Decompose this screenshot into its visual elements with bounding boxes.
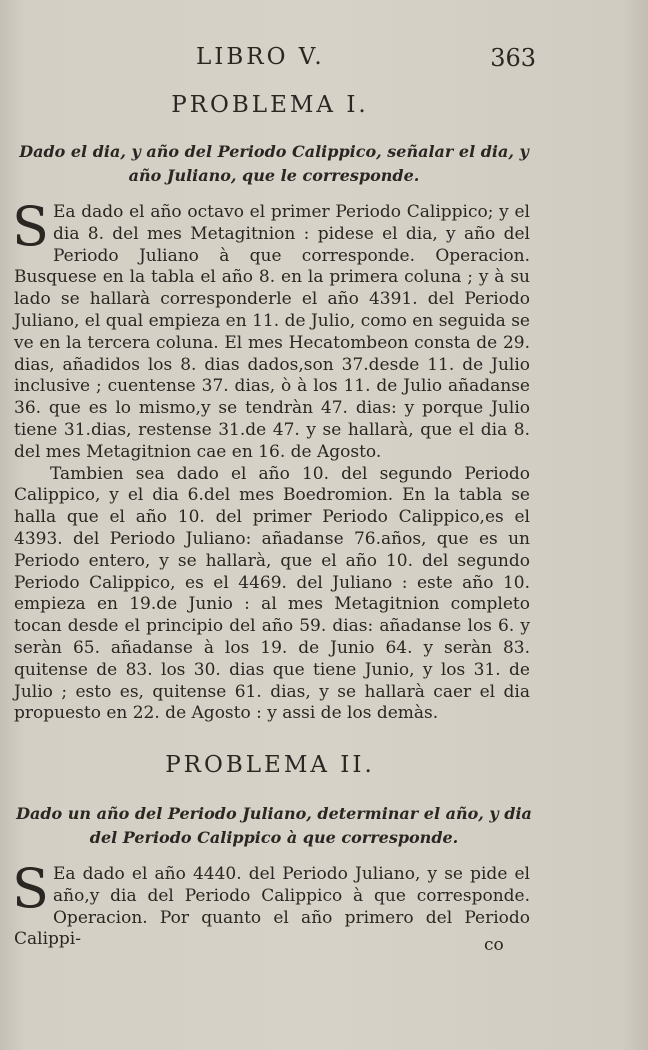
problem-2-body bbox=[12, 857, 530, 951]
problem-2-heading: PROBLEMA II. bbox=[165, 752, 375, 778]
catchword: co bbox=[484, 935, 504, 955]
drop-cap: S bbox=[12, 857, 49, 920]
page-header bbox=[196, 44, 536, 78]
problem-2-paragraph-1: Ea dado el año 4440. del Periodo Juliano, y se pide el año,y dia del Periodo Calippico à que corresponde. Operacion. Por quanto el año primero del Periodo Calippi- bbox=[14, 864, 530, 950]
problem-2-statement: Dado un año del Periodo Juliano, determinar el año, y dia del Periodo Calippico à que corresponde. bbox=[16, 804, 532, 847]
drop-cap: S bbox=[12, 195, 49, 258]
page-number: 363 bbox=[490, 44, 536, 72]
problem-1-paragraph-1: Ea dado el año octavo el primer Periodo Calippico; y el dia 8. del mes Metagitnion : pidese el dia, y año del Periodo Juliano à que corresponde. Operacion. Busquese en la tabla el año 8. en la primera coluna ; y à su lado se hallarà corresponderle el año 4391. del Periodo Juliano, el qual empieza en 11. de Julio, como en seguida se ve en la tercera coluna. El mes Hecatombeon consta de 29. dias, añadidos los 8. dias dados,son 37.desde 11. de Julio inclusive ; cuentense 37. dias, ò à los 11. de Julio añadanse 36. que es lo mismo,y se tendràn 47. dias: y porque Julio tiene 31.dias, restense 31.de 47. y se hallarà, que el dia 8. del mes Metagitnion cae en 16. de Agosto. bbox=[14, 202, 530, 462]
problem-1-heading: PROBLEMA I. bbox=[171, 92, 369, 118]
running-title: LIBRO V. bbox=[196, 44, 325, 70]
problem-1-body bbox=[12, 195, 530, 725]
problem-1-paragraph-2: Tambien sea dado el año 10. del segundo Periodo Calippico, y el dia 6.del mes Boedromion. En la tabla se halla que el año 10. del primer Periodo Calippico,es el 4393. del Periodo Juliano: añadanse 76.años, que es un Periodo entero, y se hallarà, que el año 10. del segundo Periodo Calippico, es el 4469. del Juliano : este año 10. empieza en 19.de Junio : al mes Metagitnion completo tocan desde el principio del año 59. dias: añadanse los 6. y seràn 65. añadanse à los 19. de Junio 64. y seràn 83. quitense de 83. los 30. dias que tiene Junio, y los 31. de Julio ; esto es, quitense 61. dias, y se hallarà caer el dia propuesto en 22. de Agosto : y assi de los demàs. bbox=[14, 463, 530, 724]
problem-1-statement: Dado el dia, y año del Periodo Calippico, señalar el dia, y año Juliano, que le corresponde. bbox=[19, 142, 529, 185]
